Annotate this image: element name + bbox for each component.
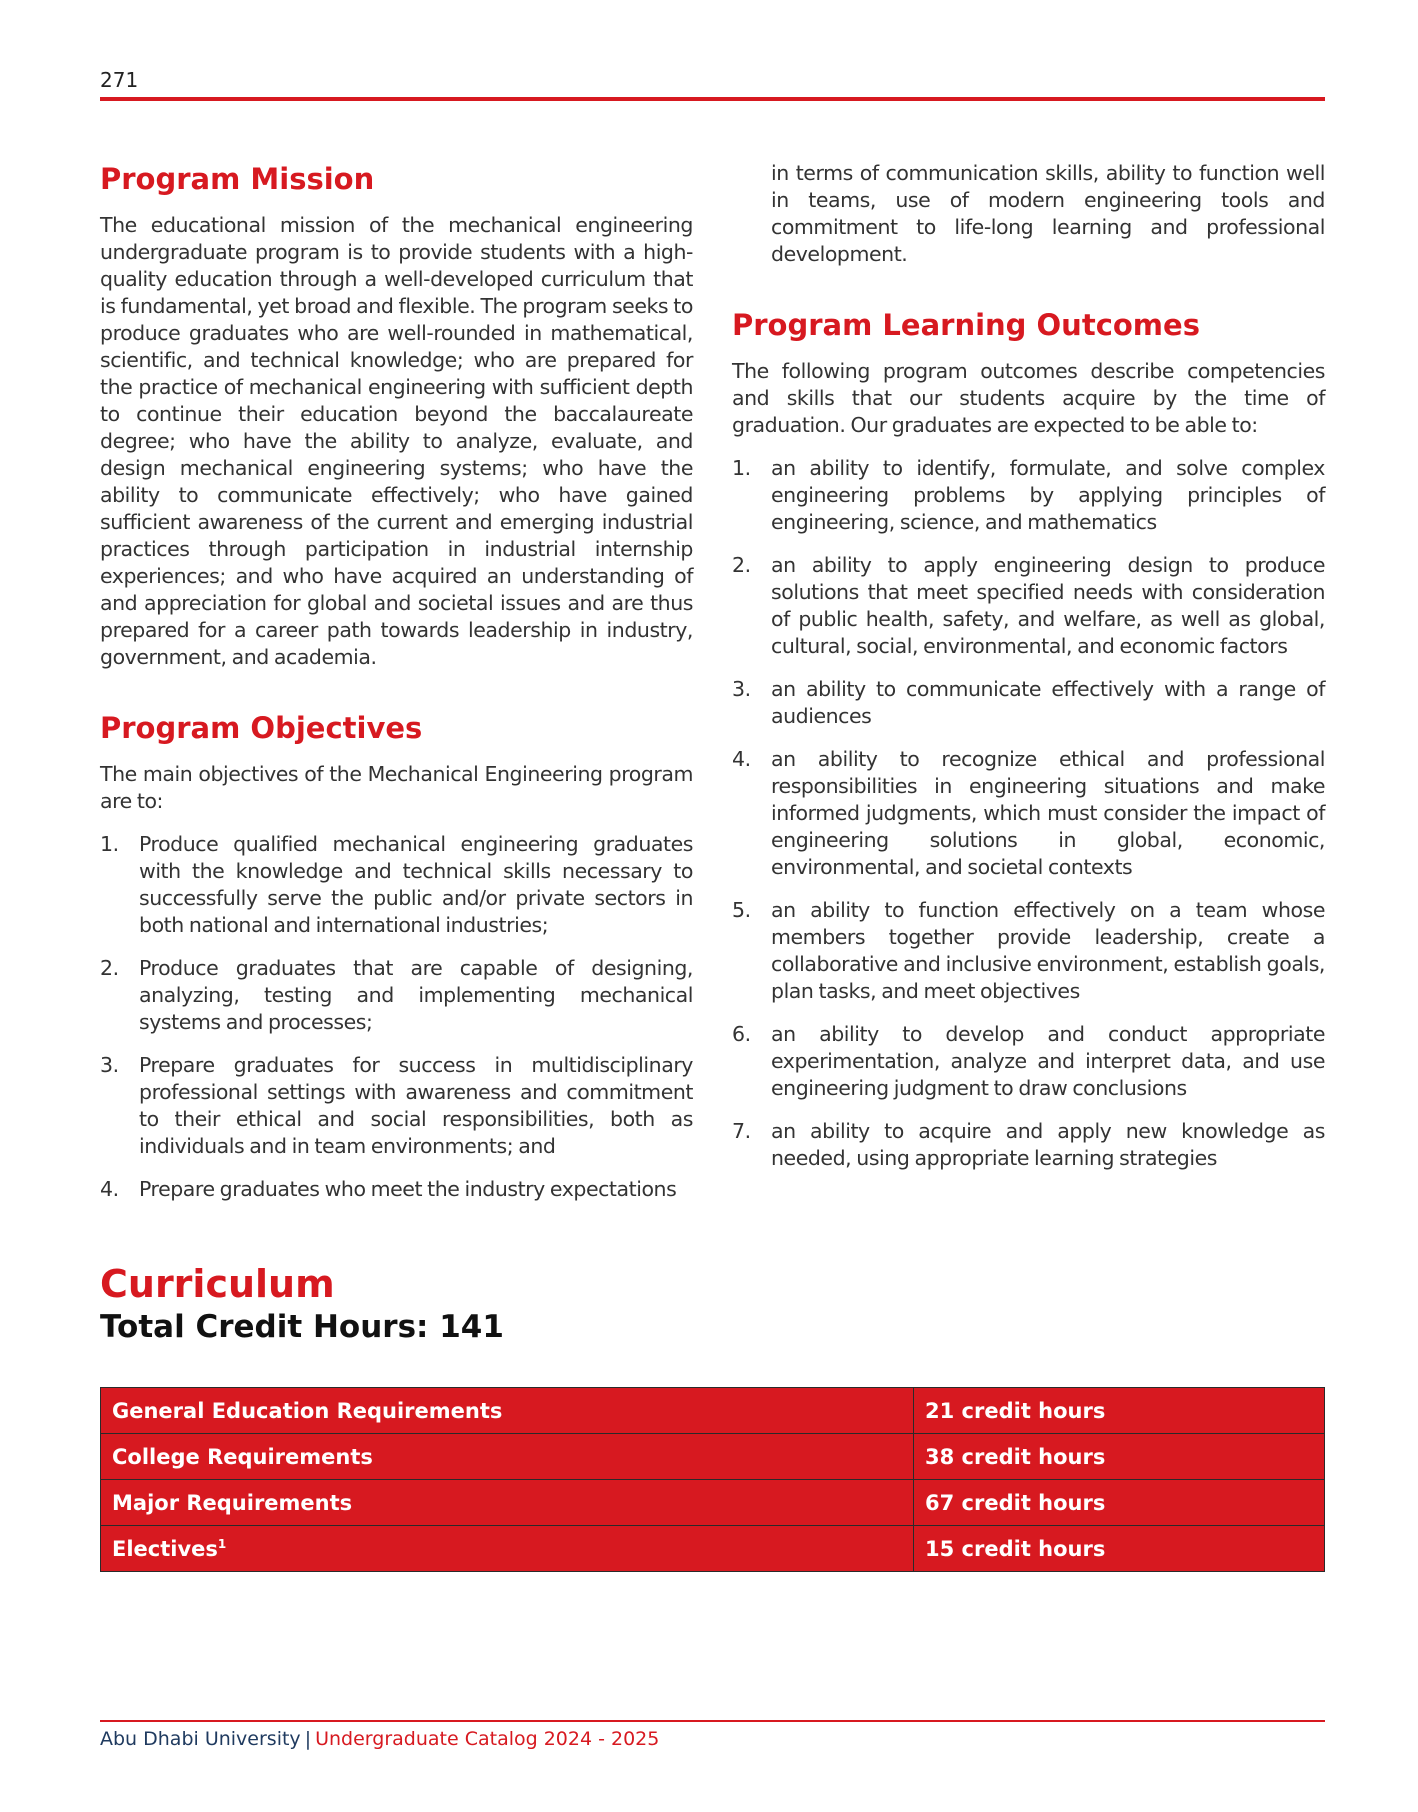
requirement-hours: 38 credit hours — [914, 1434, 1325, 1480]
requirement-hours: 67 credit hours — [914, 1480, 1325, 1526]
list-text: Produce graduates that are capable of designing, analyzing, testing and implementing mechanical systems and processes; — [139, 956, 693, 1034]
list-text: Prepare graduates for success in multidisciplinary professional settings with awareness and commitment to their ethical and social responsibilities, both as individuals and in team environments; and — [139, 1053, 693, 1158]
list-item — [100, 1176, 693, 1203]
page-number: 271 — [100, 68, 139, 92]
list-item — [100, 955, 693, 1036]
list-item — [100, 1052, 693, 1160]
list-number: 1. — [732, 456, 751, 480]
footer-separator: | — [304, 1728, 312, 1750]
table-row — [101, 1388, 1325, 1434]
objective-4-continuation: in terms of communication skills, ability to function well in teams, use of modern engineering tools and commitment to life-long learning and professional development. — [771, 161, 1325, 266]
requirement-label: General Education Requirements — [101, 1388, 914, 1434]
list-text: an ability to acquire and apply new knowledge as needed, using appropriate learning strategies — [771, 1119, 1325, 1170]
requirement-hours: 15 credit hours — [914, 1526, 1325, 1572]
requirement-label: Major Requirements — [101, 1480, 914, 1526]
right-column — [732, 160, 1325, 1188]
credit-hours-table — [100, 1387, 1325, 1572]
list-number: 3. — [100, 1053, 119, 1077]
left-column — [100, 160, 693, 1219]
footer-university: Abu Dhabi University — [100, 1728, 301, 1750]
list-text: Prepare graduates who meet the industry expectations — [139, 1177, 677, 1201]
list-item — [732, 552, 1325, 660]
list-number: 3. — [732, 677, 751, 701]
outcomes-intro: The following program outcomes describe competencies and skills that our students acquire by the time of graduation. Our graduates are expected to be able to: — [732, 359, 1325, 437]
list-item — [732, 1021, 1325, 1102]
list-text: an ability to communicate effectively with a range of audiences — [771, 677, 1325, 728]
list-item — [732, 676, 1325, 730]
list-item — [100, 831, 693, 939]
requirement-label: College Requirements — [101, 1434, 914, 1480]
mission-heading: Program Mission — [100, 162, 375, 196]
objectives-heading: Program Objectives — [100, 711, 423, 745]
footer-catalog: Undergraduate Catalog 2024 - 2025 — [315, 1728, 660, 1750]
table-row — [101, 1526, 1325, 1572]
total-credit-hours: Total Credit Hours: 141 — [100, 1309, 504, 1345]
list-number: 6. — [732, 1022, 751, 1046]
objectives-intro: The main objectives of the Mechanical Engineering program are to: — [100, 762, 693, 813]
list-item — [732, 746, 1325, 881]
outcomes-list — [732, 455, 1325, 1172]
list-text: an ability to develop and conduct appropriate experimentation, analyze and interpret data, and use engineering judgment to draw conclusions — [771, 1022, 1325, 1100]
list-number: 4. — [732, 747, 751, 771]
list-number: 1. — [100, 832, 119, 856]
requirement-hours: 21 credit hours — [914, 1388, 1325, 1434]
header-divider — [100, 97, 1325, 101]
list-number: 7. — [732, 1119, 751, 1143]
mission-text: The educational mission of the mechanical engineering undergraduate program is to provide students with a high-quality education through a well-developed curriculum that is fundamental, yet broad and flexible. The program seeks to produce graduates who are well-rounded in mathematical, scientific, and technical knowledge; who are prepared for the practice of mechanical engineering with sufficient depth to continue their education beyond the baccalaureate degree; who have the ability to analyze, evaluate, and design mechanical engineering systems; who have the ability to communicate effectively; who have gained sufficient awareness of the current and emerging industrial practices through participation in industrial internship experiences; and who have acquired an understanding of and appreciation for global and societal issues and are thus prepared for a career path towards leadership in industry, government, and academia. — [100, 213, 693, 669]
requirement-label: Electives$^1$ — [101, 1526, 914, 1572]
objectives-list — [100, 831, 693, 1203]
list-item — [732, 897, 1325, 1005]
table-row — [101, 1434, 1325, 1480]
curriculum-heading: Curriculum — [100, 1262, 335, 1306]
footer — [100, 1728, 659, 1750]
list-text: an ability to function effectively on a team whose members together provide leadership, create a collaborative and inclusive environment, establish goals, plan tasks, and meet objectives — [771, 898, 1325, 1003]
list-text: Produce qualified mechanical engineering graduates with the knowledge and technical skills necessary to successfully serve the public and/or private sectors in both national and international industries; — [139, 832, 693, 937]
footnote-marker: 1 — [217, 1536, 227, 1551]
list-number: 4. — [100, 1177, 119, 1201]
list-text: an ability to apply engineering design to produce solutions that meet specified needs with consideration of public health, safety, and welfare, as well as global, cultural, social, environmental, and economic factors — [771, 553, 1325, 658]
list-item — [732, 1118, 1325, 1172]
list-item — [732, 455, 1325, 536]
list-text: an ability to identify, formulate, and solve complex engineering problems by applying principles of engineering, science, and mathematics — [771, 456, 1325, 534]
footer-divider — [100, 1720, 1325, 1722]
list-number: 2. — [100, 956, 119, 980]
list-number: 5. — [732, 898, 751, 922]
outcomes-heading: Program Learning Outcomes — [732, 308, 1200, 342]
list-number: 2. — [732, 553, 751, 577]
table-row — [101, 1480, 1325, 1526]
curriculum-header — [100, 1262, 504, 1346]
list-text: an ability to recognize ethical and professional responsibilities in engineering situations and make informed judgments, which must consider the impact of engineering solutions in global, economic, environmental, and societal contexts — [771, 747, 1325, 879]
